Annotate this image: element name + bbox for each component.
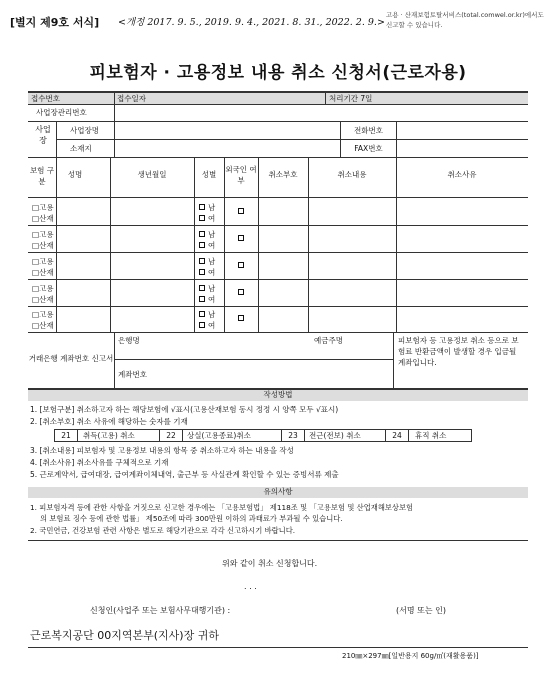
phone-label: 전화번호	[354, 126, 383, 135]
code-number: 22	[166, 431, 176, 440]
application-date-field[interactable]	[230, 580, 330, 592]
code-label: 상실(고용종료)취소	[187, 431, 251, 440]
bank-name-field[interactable]	[148, 333, 308, 359]
instruction-4: 4. [취소사유] 취소사유를 구체적으로 기재	[30, 458, 169, 467]
male-label: 남	[208, 203, 216, 212]
form-header	[10, 6, 546, 40]
workplace-section-label: 사업장	[35, 125, 51, 145]
insurance-industrial[interactable]: □산재	[32, 214, 54, 223]
note-1-line-b: 의 보험료 징수 등에 관한 법률」 제50조에 따라 300만원 이하의 과태료가 부과될 수 있습니다.	[40, 514, 343, 523]
code-number: 23	[288, 431, 298, 440]
bank-name-label: 은행명	[118, 336, 140, 345]
col-birth-date: 생년월일	[137, 170, 167, 179]
account-number-field[interactable]	[158, 360, 392, 388]
insurance-industrial[interactable]: □산재	[32, 241, 54, 250]
col-name: 성명	[67, 170, 83, 179]
insurance-industrial[interactable]: □산재	[32, 295, 54, 304]
col-gender: 성별	[201, 170, 217, 179]
address-label: 소재지	[70, 144, 92, 153]
female-checkbox[interactable]	[199, 322, 205, 328]
male-label: 남	[208, 310, 216, 319]
receipt-number-label: 접수번호	[31, 94, 60, 103]
male-checkbox[interactable]	[199, 204, 205, 210]
col-cancel-reason: 취소사유	[447, 170, 477, 179]
workplace-name-label: 사업장명	[70, 126, 99, 135]
fax-field[interactable]	[397, 140, 527, 157]
insurance-industrial[interactable]: □산재	[32, 321, 54, 330]
col-foreigner: 외국인 여부	[225, 165, 257, 185]
fax-label: FAX번호	[354, 144, 383, 153]
workplace-mgmt-number-field[interactable]	[115, 105, 527, 121]
foreigner-checkbox[interactable]	[238, 315, 244, 321]
male-checkbox[interactable]	[199, 311, 205, 317]
col-cancel-code: 취소부호	[268, 170, 298, 179]
declaration-text: 위와 같이 취소 신청합니다.	[222, 559, 318, 568]
insurance-employment[interactable]: □고용	[32, 230, 54, 239]
notes-heading-bar	[28, 487, 528, 498]
female-label: 여	[208, 241, 216, 250]
instruction-2: 2. [취소부호] 취소 사유에 해당하는 숫자를 기재	[30, 417, 188, 426]
foreigner-checkbox[interactable]	[238, 208, 244, 214]
workplace-mgmt-number-label: 사업장관리번호	[36, 108, 87, 117]
male-checkbox[interactable]	[199, 258, 205, 264]
revision-history: <개정 2017. 9. 5., 2019. 9. 4., 2021. 8. 31., 2022. 2. 9.>	[118, 17, 385, 28]
female-checkbox[interactable]	[199, 215, 205, 221]
instruction-5: 5. 근로계약서, 급여대장, 급여계좌이체내역, 출근부 등 사실관계 확인할 수 있는 증빙서류 제출	[30, 470, 339, 479]
instructions-heading: 작성방법	[263, 390, 293, 399]
code-number: 24	[392, 431, 402, 440]
workplace-name-field[interactable]	[115, 122, 340, 139]
address-field[interactable]	[115, 140, 340, 157]
male-checkbox[interactable]	[199, 285, 205, 291]
female-checkbox[interactable]	[199, 269, 205, 275]
male-checkbox[interactable]	[199, 231, 205, 237]
form-table	[28, 91, 528, 390]
foreigner-checkbox[interactable]	[238, 289, 244, 295]
code-label: 전근(전보) 취소	[309, 431, 361, 440]
applicant-label: 신청인(사업주 또는 보험사무대행기관) :	[90, 606, 231, 615]
notes-heading: 유의사항	[263, 487, 293, 496]
col-cancel-content: 취소내용	[337, 170, 367, 179]
account-holder-label: 예금주명	[314, 336, 343, 345]
note-1-line-a: 1. 피보험자격 등에 관한 사항을 거짓으로 신고한 경우에는 「고용보험법」 제118조 및 「고용보험 및 산업재해보상보험	[30, 503, 414, 512]
insurance-employment[interactable]: □고용	[32, 203, 54, 212]
code-label: 취득(고용) 취소	[83, 431, 135, 440]
signature-label: (서명 또는 인)	[396, 606, 446, 615]
foreigner-checkbox[interactable]	[238, 262, 244, 268]
insurance-employment[interactable]: □고용	[32, 310, 54, 319]
receipt-date-label: 접수일자	[117, 94, 146, 103]
insurance-industrial[interactable]: □산재	[32, 268, 54, 277]
phone-field[interactable]	[397, 122, 527, 139]
cancel-code-table	[54, 429, 472, 442]
code-number: 21	[61, 431, 71, 440]
col-insurance-type: 보험 구분	[29, 166, 55, 186]
addressee: 근로복지공단 00지역본부(지사)장 귀하	[30, 629, 219, 642]
paper-spec: 210㎜×297㎜[일반용지 60g/㎡(재활용품)]	[342, 652, 479, 660]
female-label: 여	[208, 268, 216, 277]
instruction-1: 1. [보험구분] 취소하고자 하는 해당보험에 √표시(고용산재보험 동시 정정 시 양쪽 모두 √표시)	[30, 405, 339, 414]
instructions-heading-bar	[28, 390, 528, 401]
applicant-field[interactable]	[270, 603, 390, 617]
processing-period: 처리기간 7일	[329, 94, 373, 103]
female-checkbox[interactable]	[199, 242, 205, 248]
female-label: 여	[208, 295, 216, 304]
insurance-employment[interactable]: □고용	[32, 284, 54, 293]
female-label: 여	[208, 321, 216, 330]
foreigner-checkbox[interactable]	[238, 235, 244, 241]
code-label: 휴직 취소	[415, 431, 447, 440]
male-label: 남	[208, 284, 216, 293]
bank-report-label: 거래은행 계좌번호 신고서	[28, 354, 114, 363]
instruction-3: 3. [취소내용] 피보험자 및 고용정보 내용의 항목 중 취소하고자 하는 내용을 작성	[30, 446, 294, 455]
online-filing-note: 고용 · 산재보험토탈서비스(total.comwel.or.kr)에서도 신고할 수 있습니다.	[386, 11, 544, 29]
form-number: [별지 제9호 서식]	[10, 16, 100, 29]
male-label: 남	[208, 230, 216, 239]
form-title: 피보험자 · 고용정보 내용 취소 신청서(근로자용)	[89, 63, 467, 83]
male-label: 남	[208, 257, 216, 266]
insurance-employment[interactable]: □고용	[32, 257, 54, 266]
note-2: 2. 국민연금, 건강보험 관련 사항은 별도로 해당기관으로 각각 신고하시기 바랍니다.	[30, 526, 296, 535]
account-number-label: 계좌번호	[118, 370, 147, 379]
application-date-marks: . . .	[244, 582, 257, 591]
female-label: 여	[208, 214, 216, 223]
bank-account-note: 피보험자 등 고용정보 취소 등으로 보험료 반환금액이 발생할 경우 입금될 계좌입니다.	[398, 336, 519, 367]
female-checkbox[interactable]	[199, 296, 205, 302]
